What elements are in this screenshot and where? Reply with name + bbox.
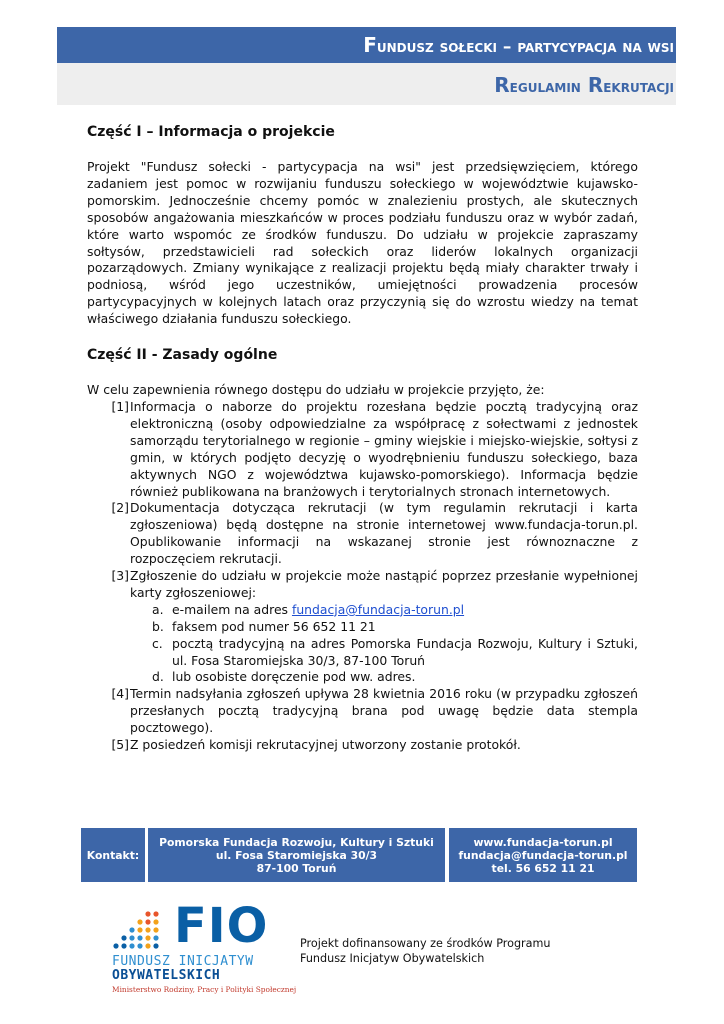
logo-line-1: FUNDUSZ INICJATYW: [112, 954, 254, 969]
section-2-intro: W celu zapewnienia równego dostępu do udziału w projekcie przyjęto, że:: [87, 382, 545, 398]
method-letter: d.: [152, 669, 164, 685]
website-link[interactable]: www.fundacja-torun.pl: [473, 835, 613, 849]
rule-number: [4]: [111, 686, 129, 702]
rule-number: [3]: [111, 568, 129, 584]
document-subtitle: Regulamin Rekrutacji: [57, 63, 676, 105]
method-item-fax: [152, 619, 638, 636]
rule-number: [2]: [111, 500, 129, 516]
rule-number: [1]: [111, 398, 129, 414]
logo-ministry: Ministerstwo Rodziny, Pracy i Polityki Społecznej: [112, 985, 297, 994]
contact-bar: [81, 828, 637, 882]
method-text: faksem pod numer 56 652 11 21: [172, 618, 376, 634]
method-letter: b.: [152, 618, 164, 634]
logo-dots-icon: [110, 902, 170, 952]
email-link[interactable]: fundacja@fundacja-torun.pl: [291, 601, 465, 617]
method-text: e-mailem na adres: [172, 601, 292, 617]
funding-note: Projekt dofinansowany ze środków Programu Fundusz Inicjatyw Obywatelskich: [300, 937, 551, 965]
section-2-heading: Część II - Zasady ogólne: [87, 347, 278, 364]
logo-line-2: OBYWATELSKICH: [112, 968, 221, 983]
contact-email[interactable]: fundacja@fundacja-torun.pl: [458, 848, 628, 862]
submission-methods-list: [130, 602, 638, 687]
method-letter: a.: [152, 601, 164, 617]
method-item-email: [152, 602, 638, 619]
rule-text: Dokumentacja dotycząca rekrutacji (w tym regulamin rekrutacji i karta zgłoszeniowa) będą dostępne na stronie internetowej www.fundacja-torun.pl. Opublikowanie informacji na wskazanej stronie jest równoznaczne z rozpoczęciem rekrutacji.: [130, 500, 638, 567]
method-text: lub osobiste doręczenie pod ww. adres.: [172, 669, 416, 685]
rule-text-block: [130, 568, 638, 686]
rule-text: Z posiedzeń komisji rekrutacyjnej utworzony zostanie protokół.: [130, 737, 521, 753]
contact-organization: [148, 828, 445, 882]
rules-list: [87, 399, 638, 754]
method-text: pocztą tradycyjną na adres Pomorska Fundacja Rozwoju, Kultury i Sztuki, ul. Fosa Staromiejska 30/3, 87-100 Toruń: [172, 635, 638, 668]
rule-text: Informacja o naborze do projektu rozesłana będzie pocztą tradycyjną oraz elektroniczną (osoby odpowiedzialne za współpracę z sołectwami z jednostek samorządu terytorialnego w regionie – gminy wiejskie i miejsko-wiejskie, sołtysi z gmin, w których podjęto decyzję o wyodrębnieniu funduszu sołeckiego, baza aktywnych NGO z województwa kujawsko-pomorskiego). Informacja będzie również publikowana na branżowych i terytorialnych stronach internetowych.: [130, 398, 638, 499]
fio-logo: [104, 896, 297, 996]
contact-label: Kontakt:: [81, 828, 145, 882]
contact-phone: tel. 56 652 11 21: [491, 861, 595, 875]
org-name: Pomorska Fundacja Rozwoju, Kultury i Sztuki: [159, 835, 434, 849]
document-body: [87, 123, 638, 754]
logo-fio-text: FIO: [174, 898, 269, 954]
method-letter: c.: [152, 635, 163, 651]
section-1-heading: Część I – Informacja o projekcie: [87, 124, 335, 140]
org-street: ul. Fosa Staromiejska 30/3: [215, 848, 378, 862]
contact-online: [449, 828, 637, 882]
rule-text: Termin nadsyłania zgłoszeń upływa 28 kwietnia 2016 roku (w przypadku zgłoszeń przesłanych pocztą tradycyjną brana pod uwagę będzie data stempla pocztowego).: [130, 686, 638, 736]
method-item-post: [152, 636, 638, 670]
section-1-paragraph: Projekt "Fundusz sołecki - partycypacja na wsi" jest przedsięwzięciem, którego zadaniem jest pomoc w rozwijaniu funduszu sołeckiego w województwie kujawsko-pomorskim. Jednocześnie chcemy pomóc w znalezieniu prostych, ale skutecznych sposobów angażowania mieszkańców w proces podziału funduszu oraz w wybór zadań, które warto wspomóc ze środków funduszu. Do udziału w projekcie zapraszamy sołtysów, przedstawicieli rad sołeckich oraz liderów lokalnych organizacji pozarządowych. Zmiany wynikające z realizacji projektu będą miały charakter trwały i podniosą, wśród jego uczestników, umiejętności prowadzenia procesów partycypacyjnych w kolejnych latach oraz przyczynią się do wzrostu wiedzy na temat właściwego działania funduszu sołeckiego.: [87, 159, 638, 327]
document-title: Fundusz sołecki – partycypacja na wsi: [57, 27, 676, 63]
org-city: 87-100 Toruń: [256, 861, 337, 875]
rule-number: [5]: [111, 737, 129, 753]
rule-item: [87, 737, 638, 754]
rule-text: Zgłoszenie do udziału w projekcie może nastąpić poprzez przesłanie wypełnionej karty zgłoszeniowej:: [130, 568, 638, 600]
rule-item: [87, 500, 638, 568]
rule-item: [87, 686, 638, 737]
rule-item: [87, 399, 638, 500]
method-item-personal: [152, 669, 638, 686]
rule-item: [87, 568, 638, 686]
